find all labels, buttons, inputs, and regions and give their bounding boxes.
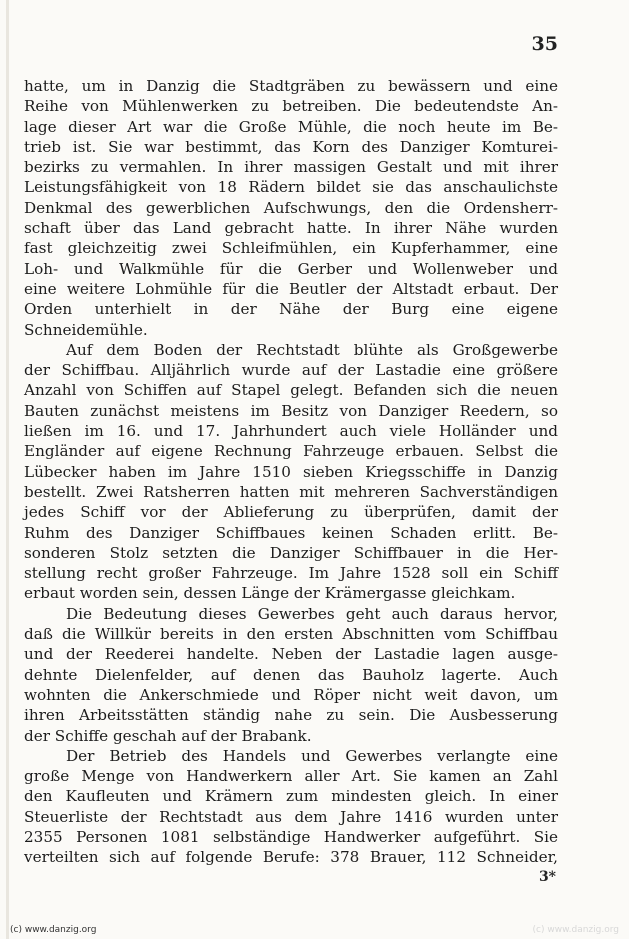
page-number: 35 xyxy=(531,33,558,55)
text-line: Bauten zunächst meistens im Besitz von Danziger Reedern, so xyxy=(24,401,558,420)
body-text xyxy=(24,76,558,868)
text-line: wohnten die Ankerschmiede und Röper nicht weit davon, um xyxy=(24,685,558,704)
text-line: Schneidemühle. xyxy=(24,320,148,339)
text-line: bestellt. Zwei Ratsherren hatten mit mehreren Sachverständigen xyxy=(24,482,558,501)
text-line: Denkmal des gewerblichen Aufschwungs, den die Ordensherr- xyxy=(24,198,558,217)
text-line: stellung recht großer Fahrzeuge. Im Jahre 1528 soll ein Schiff xyxy=(24,564,558,583)
text-line: der Schiffbau. Alljährlich wurde auf der Lastadie eine größere xyxy=(24,361,558,380)
text-line: verteilten sich auf folgende Berufe: 378 Brauer, 112 Schneider, xyxy=(24,848,558,867)
text-line: und der Reederei handelte. Neben der Lastadie lagen ausge- xyxy=(24,645,558,664)
text-line: Ruhm des Danziger Schiffbaues keinen Schaden erlitt. Be- xyxy=(24,523,558,542)
text-line: lage dieser Art war die Große Mühle, die noch heute im Be- xyxy=(24,117,558,136)
text-line: Steuerliste der Rechtstadt aus dem Jahre 1416 wurden unter xyxy=(24,807,558,826)
text-line: Der Betrieb des Handels und Gewerbes verlangte eine xyxy=(66,746,558,765)
text-line: der Schiffe geschah auf der Brabank. xyxy=(24,726,312,745)
text-line: sonderen Stolz setzten die Danziger Schiffbauer in die Her- xyxy=(24,543,558,562)
text-line: Engländer auf eigene Rechnung Fahrzeuge erbauen. Selbst die xyxy=(24,442,558,461)
text-line: fast gleichzeitig zwei Schleifmühlen, ein Kupferhammer, eine xyxy=(24,239,558,258)
scan-edge xyxy=(6,0,9,939)
text-line: eine weitere Lohmühle für die Beutler der Altstadt erbaut. Der xyxy=(24,279,558,298)
text-line: Anzahl von Schiffen auf Stapel gelegt. Befanden sich die neuen xyxy=(24,381,558,400)
text-line: bezirks zu vermahlen. In ihrer massigen Gestalt und mit ihrer xyxy=(24,158,558,177)
text-line: Reihe von Mühlenwerken zu betreiben. Die bedeutendste An- xyxy=(24,97,558,116)
text-line: Orden unterhielt in der Nähe der Burg eine eigene xyxy=(24,300,558,319)
text-line: große Menge von Handwerkern aller Art. Sie kamen an Zahl xyxy=(24,767,558,786)
text-line: daß die Willkür bereits in den ersten Abschnitten vom Schiffbau xyxy=(24,625,558,644)
watermark-left: (c) www.danzig.org xyxy=(10,925,97,935)
watermark-right: (c) www.danzig.org xyxy=(532,925,619,935)
text-line: jedes Schiff vor der Ablieferung zu überprüfen, damit der xyxy=(24,503,558,522)
text-line: hatte, um in Danzig die Stadtgräben zu bewässern und eine xyxy=(24,77,558,95)
text-line: den Kaufleuten und Krämern zum mindesten gleich. In einer xyxy=(24,787,558,806)
text-line: Loh- und Walkmühle für die Gerber und Wollenweber und xyxy=(24,259,558,278)
text-line: schaft über das Land gebracht hatte. In ihrer Nähe wurden xyxy=(24,219,558,238)
text-line: Die Bedeutung dieses Gewerbes geht auch daraus hervor, xyxy=(66,604,558,623)
text-line: ließen im 16. und 17. Jahrhundert auch viele Holländer und xyxy=(24,422,558,441)
text-line: Auf dem Boden der Rechtstadt blühte als Großgewerbe xyxy=(66,340,558,359)
printer-signature: 3* xyxy=(538,869,556,885)
text-line: trieb ist. Sie war bestimmt, das Korn des Danziger Komturei- xyxy=(24,137,558,156)
text-line: dehnte Dielenfelder, auf denen das Bauholz lagerte. Auch xyxy=(24,665,558,684)
text-line: 2355 Personen 1081 selbständige Handwerker aufgeführt. Sie xyxy=(24,827,558,846)
text-line: Leistungsfähigkeit von 18 Rädern bildet sie das anschaulichste xyxy=(24,178,558,197)
text-line: Lübecker haben im Jahre 1510 sieben Kriegsschiffe in Danzig xyxy=(24,462,558,481)
text-line: ihren Arbeitsstätten ständig nahe zu sein. Die Ausbesserung xyxy=(24,706,558,725)
text-line: erbaut worden sein, dessen Länge der Krämergasse gleichkam. xyxy=(24,584,516,603)
